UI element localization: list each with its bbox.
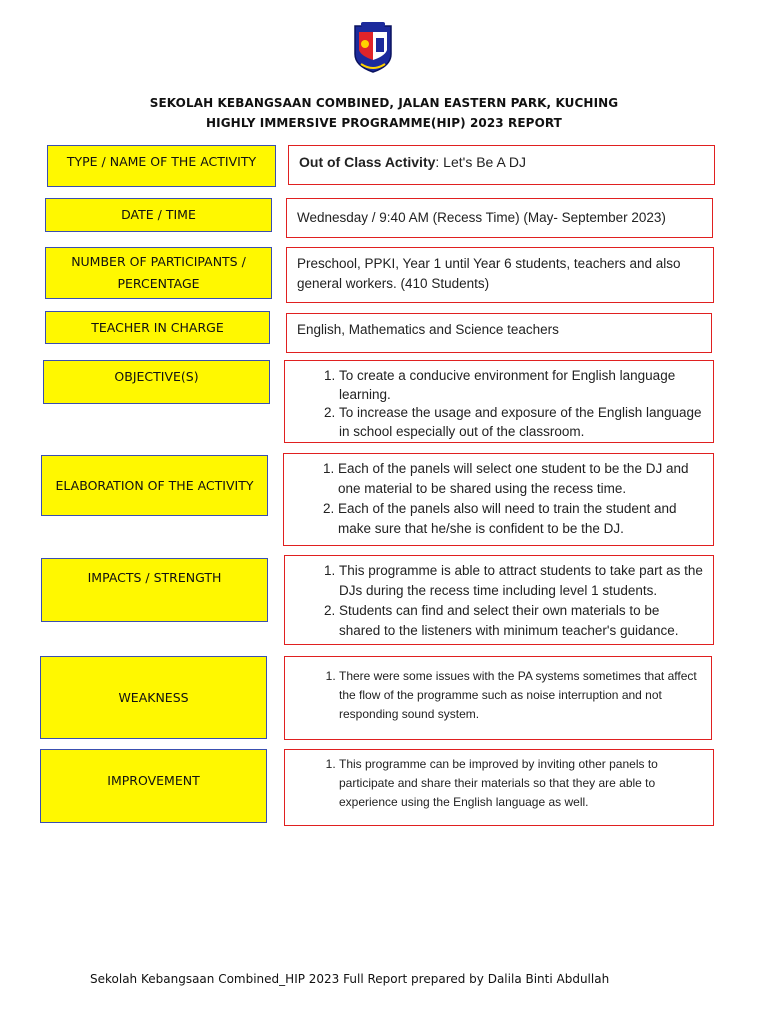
label-text: ELABORATION OF THE ACTIVITY [55, 477, 254, 493]
elaboration-list [294, 459, 703, 539]
label-text: WEAKNESS [118, 689, 189, 705]
label-teacher-in-charge [45, 311, 270, 344]
label-date-time [45, 198, 272, 232]
activity-type-bold: Out of Class Activity [299, 154, 436, 170]
value-elaboration [283, 453, 714, 546]
weakness-list [295, 667, 701, 724]
label-text-line1: NUMBER OF PARTICIPANTS / [71, 254, 246, 269]
value-weakness [284, 656, 712, 740]
objective-item: 1. To create a conducive environment for English language learning. [339, 367, 703, 404]
label-text: IMPACTS / STRENGTH [87, 570, 222, 585]
impact-item: 1. This programme is able to attract students to take part as the DJs during the recess time including level 1 students. [339, 561, 703, 601]
value-impacts [284, 555, 714, 645]
improvement-item: 1. This programme can be improved by inviting other panels to participate and share their materials so that they are able to experience using the English language as well. [339, 755, 703, 812]
label-text: OBJECTIVE(S) [114, 369, 199, 384]
objective-item: 2. To increase the usage and exposure of the English language in school especially out of the classroom. [339, 404, 703, 441]
impact-item: 2. Students can find and select their own materials to be shared to the listeners with minimum teacher's guidance. [339, 601, 703, 641]
label-impacts [41, 558, 268, 622]
value-teacher-in-charge [286, 313, 712, 353]
improvement-list [295, 755, 703, 812]
value-participants [286, 247, 714, 303]
label-text: TYPE / NAME OF THE ACTIVITY [66, 154, 257, 169]
value-objectives [284, 360, 714, 443]
value-date-time [286, 198, 713, 238]
weakness-item: 1. There were some issues with the PA systems sometimes that affect the flow of the programme such as noise interruption and not responding sound system. [339, 667, 701, 724]
label-participants [45, 247, 272, 299]
label-text: IMPROVEMENT [107, 773, 200, 788]
elaboration-item: 2. Each of the panels also will need to train the student and make sure that he/she is confident to be the DJ. [338, 499, 703, 539]
label-type-activity [47, 145, 276, 187]
label-objectives [43, 360, 270, 404]
school-name-heading: SEKOLAH KEBANGSAAN COMBINED, JALAN EASTERN PARK, KUCHING [149, 96, 619, 110]
label-text-line2: PERCENTAGE [117, 276, 200, 291]
page-footer: Sekolah Kebangsaan Combined_HIP 2023 Full Report prepared by Dalila Binti Abdullah [90, 972, 610, 986]
date-time-text: Wednesday / 9:40 AM (Recess Time) (May- September 2023) [297, 210, 666, 225]
school-crest-logo [349, 20, 397, 74]
value-improvement [284, 749, 714, 826]
teacher-text: English, Mathematics and Science teachers [297, 322, 559, 337]
report-title-heading: HIGHLY IMMERSIVE PROGRAMME(HIP) 2023 REPORT [206, 116, 562, 130]
label-improvement [40, 749, 267, 823]
elaboration-item: 1. Each of the panels will select one student to be the DJ and one material to be shared using the recess time. [338, 459, 703, 499]
participants-text: Preschool, PPKI, Year 1 until Year 6 students, teachers and also general workers. (410 Students) [297, 256, 681, 291]
value-type-activity [288, 145, 715, 185]
label-elaboration [41, 455, 268, 516]
label-text: DATE / TIME [121, 207, 196, 222]
label-text: TEACHER IN CHARGE [91, 319, 224, 335]
label-weakness [40, 656, 267, 739]
activity-name: : Let's Be A DJ [435, 154, 527, 170]
impacts-list [295, 561, 703, 641]
objectives-list [295, 367, 703, 441]
